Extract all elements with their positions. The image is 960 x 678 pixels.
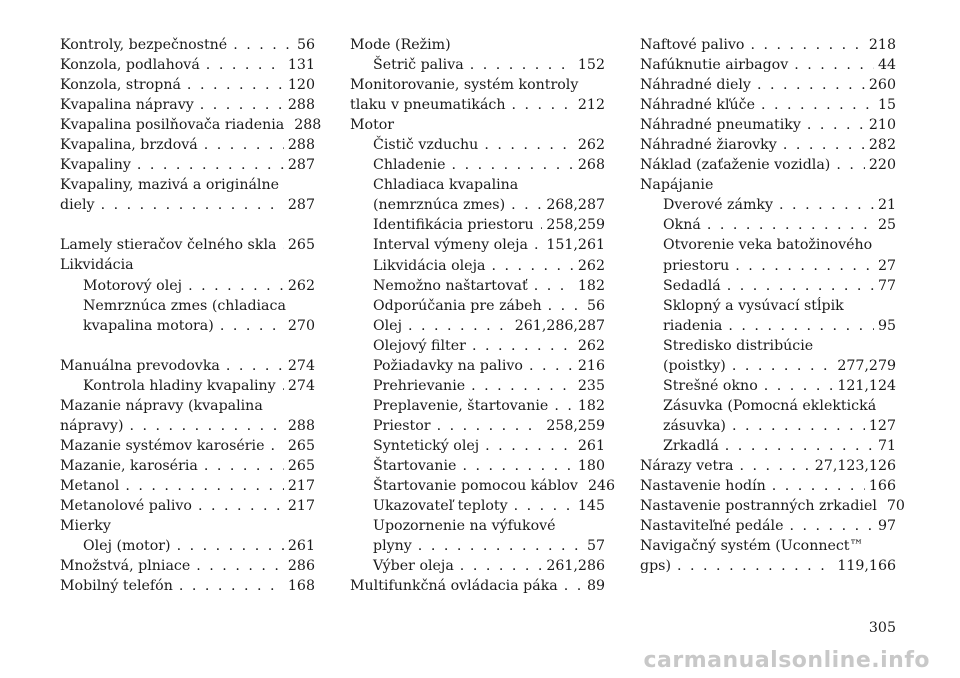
entry-text: Mazanie systémov karosérie — [60, 437, 265, 454]
entry-text: Naftové palivo — [640, 37, 745, 53]
index-entry — [640, 476, 896, 496]
index-entry — [640, 456, 896, 476]
entry-text: (nemrznúca zmes) — [373, 197, 506, 214]
entry-text: Motorový olej — [83, 277, 183, 294]
entry-text: Lamely stieračov čelného skla — [60, 237, 277, 254]
page-reference: 277,279 — [837, 357, 896, 374]
page-reference: 261 — [287, 538, 315, 555]
page-reference: 274 — [287, 377, 315, 394]
entry-text: Mazanie, karoséria — [60, 457, 198, 474]
index-subentry — [350, 135, 605, 155]
page-reference: 25 — [877, 217, 896, 234]
entry-text: Olej — [373, 317, 402, 334]
page-reference: 21 — [877, 197, 896, 214]
page-reference: 287 — [287, 157, 315, 174]
dot-leader — [836, 155, 865, 175]
entry-text: Konzola, podlahová — [60, 57, 200, 74]
entry-text: Kvapaliny — [60, 157, 131, 174]
dot-leader — [282, 376, 284, 396]
page-reference: 151,261 — [546, 237, 605, 254]
dot-leader — [511, 195, 542, 215]
entry-text: Náhradné diely — [640, 77, 751, 94]
entry-text: zásuvka) — [663, 417, 726, 434]
entry-text: Mierky — [60, 518, 111, 535]
entry-text: Mode (Režim) — [350, 37, 451, 53]
index-entry — [60, 356, 315, 376]
dot-leader — [732, 356, 834, 376]
dot-leader — [783, 135, 865, 155]
entry-text: Metanol — [60, 477, 120, 494]
index-entry — [60, 55, 315, 75]
index-subentry — [350, 316, 605, 336]
dot-leader — [564, 576, 583, 596]
index-column-3 — [640, 35, 905, 576]
page-reference: 288 — [287, 97, 315, 114]
dot-leader — [206, 55, 284, 75]
entry-text: Náhradné kľúče — [640, 97, 755, 114]
entry-text: Chladenie — [373, 157, 446, 174]
entry-text: Náhradné žiarovky — [640, 137, 777, 154]
dot-leader — [484, 135, 574, 155]
entry-text: Štartovanie pomocou káblov — [373, 478, 578, 495]
entry-text: Nárazy vetra — [640, 457, 734, 474]
index-gap — [60, 336, 315, 356]
dot-leader — [534, 235, 542, 255]
dot-leader — [677, 556, 833, 576]
dot-leader — [725, 436, 874, 456]
page-reference: 70 — [886, 498, 905, 515]
index-heading — [60, 175, 315, 195]
dot-leader — [471, 376, 574, 396]
entry-text: Olej (motor) — [83, 538, 171, 555]
index-entry — [640, 516, 896, 536]
entry-text: Zásuvka (Pomocná eklektická — [663, 397, 877, 414]
entry-text: Kvapalina posilňovača riadenia — [60, 117, 285, 134]
page-reference: 235 — [577, 377, 605, 394]
index-heading — [640, 336, 896, 356]
index-entry — [60, 35, 315, 55]
entry-text: Nafúknutie airbagov — [640, 57, 789, 74]
index-subentry — [350, 296, 605, 316]
page-reference: 120 — [287, 77, 315, 94]
index-subentry — [350, 195, 605, 215]
entry-text: Šetrič paliva — [373, 57, 464, 74]
dot-leader — [196, 556, 284, 576]
index-subentry — [350, 436, 605, 456]
page-reference: 260 — [868, 77, 896, 94]
dot-leader — [491, 256, 573, 276]
index-subentry — [640, 276, 896, 296]
entry-text: Kvapalina nápravy — [60, 97, 194, 114]
index-entry — [60, 456, 315, 476]
index-subentry — [350, 256, 605, 276]
entry-text: Náhradné pneumatiky — [640, 117, 801, 134]
page-reference: 210 — [868, 117, 896, 134]
index-entry — [640, 35, 896, 55]
entry-text: Preplavenie, štartovanie — [373, 397, 549, 414]
dot-leader — [750, 35, 864, 55]
index-subentry — [350, 336, 605, 356]
entry-text: (poistky) — [663, 357, 726, 374]
index-subentry — [60, 276, 315, 296]
entry-text: diely — [60, 197, 95, 214]
page-reference: 286 — [287, 558, 315, 575]
index-subentry — [350, 356, 605, 376]
entry-text: plyny — [373, 538, 412, 555]
index-subentry — [350, 536, 605, 556]
index-subentry — [350, 155, 605, 175]
page-reference: 127 — [868, 417, 896, 434]
entry-text: Syntetický olej — [373, 437, 480, 454]
index-entry — [60, 115, 322, 135]
dot-leader — [548, 296, 583, 316]
index-gap — [60, 215, 315, 235]
index-heading — [350, 115, 605, 135]
dot-leader — [764, 376, 834, 396]
entry-text: Mobilný telefón — [60, 578, 173, 595]
dot-leader — [233, 35, 293, 55]
entry-text: Likvidácia — [60, 257, 134, 274]
index-entry — [60, 576, 315, 596]
page-reference: 95 — [877, 317, 896, 334]
dot-leader — [137, 155, 284, 175]
page-reference: 288 — [287, 137, 315, 154]
page-reference: 246 — [587, 478, 616, 495]
dot-leader — [739, 456, 810, 476]
index-entry — [350, 576, 605, 596]
entry-text: Interval výmeny oleja — [373, 237, 529, 254]
entry-text: Kontroly, bezpečnostné — [60, 37, 228, 53]
entry-text: Chladiaca kvapalina — [373, 177, 519, 194]
index-entry — [60, 436, 315, 456]
page-reference: 287 — [287, 197, 315, 214]
entry-text: Dverové zámky — [663, 197, 774, 214]
entry-text: Nastavenie hodín — [640, 478, 766, 495]
entry-text: Mazanie nápravy (kvapalina — [60, 397, 263, 414]
dot-leader — [728, 316, 874, 336]
entry-text: Kvapalina, brzdová — [60, 137, 198, 154]
index-heading — [640, 536, 896, 556]
index-subentry — [350, 496, 605, 516]
index-subentry — [350, 235, 605, 255]
index-heading — [640, 175, 896, 195]
entry-text: Otvorenie veka batožinového — [663, 237, 873, 254]
entry-text: priestoru — [663, 257, 730, 274]
dot-leader — [772, 476, 865, 496]
dot-leader — [125, 476, 284, 496]
entry-text: Čistič vzduchu — [373, 137, 479, 154]
entry-text: nápravy) — [60, 417, 124, 434]
index-entry — [350, 95, 605, 115]
dot-leader — [779, 195, 874, 215]
entry-text: Motor — [350, 117, 395, 134]
dot-leader — [512, 95, 574, 115]
index-heading — [640, 296, 896, 316]
page-reference: 97 — [877, 518, 896, 535]
page-reference: 217 — [287, 477, 315, 494]
page-reference: 57 — [586, 538, 605, 555]
index-subentry — [60, 316, 315, 336]
entry-text: Olejový filter — [373, 337, 466, 354]
page-reference: 27 — [877, 257, 896, 274]
entry-text: Priestor — [373, 417, 431, 434]
page-reference: 265 — [287, 437, 315, 454]
index-entry — [640, 155, 896, 175]
page-reference: 262 — [577, 337, 605, 354]
entry-text: Štartovanie — [373, 457, 457, 474]
index-subentry — [640, 195, 896, 215]
index-entry — [640, 115, 896, 135]
entry-text: Kontrola hladiny kvapaliny — [83, 377, 276, 394]
page-reference: 71 — [877, 437, 896, 454]
index-subentry — [640, 215, 896, 235]
index-subentry — [60, 536, 315, 556]
dot-leader — [179, 576, 284, 596]
page-reference: 261 — [577, 437, 605, 454]
dot-leader — [707, 215, 874, 235]
index-entry — [640, 496, 905, 516]
index-column-2 — [350, 35, 616, 596]
page-reference: 258,259 — [546, 417, 605, 434]
page-reference: 121,124 — [837, 377, 896, 394]
dot-leader — [462, 456, 573, 476]
index-heading — [350, 175, 605, 195]
index-entry — [640, 556, 896, 576]
index-entry — [60, 496, 315, 516]
index-subentry — [640, 256, 896, 276]
dot-leader — [554, 396, 574, 416]
page-reference: 270 — [287, 317, 315, 334]
page-reference: 89 — [586, 578, 605, 595]
dot-leader — [485, 436, 574, 456]
dot-leader — [204, 135, 284, 155]
page-reference: 15 — [877, 97, 896, 114]
page-reference: 27,123,126 — [814, 457, 896, 474]
index-entry — [640, 75, 896, 95]
dot-leader — [200, 95, 284, 115]
index-heading — [60, 396, 315, 416]
page-reference: 261,286 — [546, 558, 605, 575]
page-reference: 168 — [287, 578, 315, 595]
dot-leader — [437, 416, 543, 436]
dot-leader — [220, 316, 284, 336]
index-entry — [60, 135, 315, 155]
entry-text: kvapalina motora) — [83, 317, 214, 334]
dot-leader — [101, 195, 284, 215]
dot-leader — [270, 436, 283, 456]
index-subentry — [350, 416, 605, 436]
entry-text: Nemožno naštartovať — [373, 277, 528, 294]
entry-text: Nastavenie postranných zrkadiel — [640, 498, 877, 515]
page-reference: 56 — [296, 37, 315, 53]
index-entry — [60, 155, 315, 175]
index-entry — [60, 75, 315, 95]
index-heading — [350, 35, 605, 55]
index-entry — [640, 135, 896, 155]
watermark-text: carmanualsonline.info — [643, 648, 930, 673]
entry-text: Okná — [663, 217, 701, 234]
page-reference: 274 — [287, 357, 315, 374]
page-reference: 288 — [287, 417, 315, 434]
index-heading — [60, 516, 315, 536]
entry-text: Monitorovanie, systém kontroly — [350, 77, 579, 94]
entry-text: Multifunkčná ovládacia páka — [350, 578, 558, 595]
dot-leader — [472, 336, 574, 356]
index-heading — [640, 235, 896, 255]
dot-leader — [790, 516, 874, 536]
index-subentry — [350, 276, 605, 296]
dot-leader — [540, 215, 543, 235]
index-subentry — [640, 416, 896, 436]
entry-text: gps) — [640, 558, 671, 575]
page-reference: 258,259 — [546, 217, 605, 234]
entry-text: Ukazovateľ teploty — [373, 498, 508, 515]
page-reference: 77 — [877, 277, 896, 294]
page-number: 305 — [868, 620, 896, 636]
page-reference: 182 — [577, 277, 605, 294]
dot-leader — [794, 55, 874, 75]
page-reference: 220 — [868, 157, 896, 174]
index-heading — [60, 255, 315, 275]
dot-leader — [187, 75, 284, 95]
page-reference: 131 — [287, 57, 315, 74]
page-reference: 166 — [868, 478, 896, 495]
index-subentry — [350, 215, 605, 235]
entry-text: Navigačný systém (Uconnect™ — [640, 538, 864, 555]
entry-text: Odporúčania pre zábeh — [373, 297, 542, 314]
dot-leader — [408, 316, 511, 336]
page-reference: 218 — [868, 37, 896, 53]
entry-text: Nemrznúca zmes (chladiaca — [83, 297, 286, 314]
dot-leader — [177, 536, 284, 556]
entry-text: Likvidácia oleja — [373, 257, 486, 274]
index-subentry — [350, 556, 605, 576]
entry-text: Náklad (zaťaženie vozidla) — [640, 157, 831, 174]
index-subentry — [640, 316, 896, 336]
page-reference: 261,286,287 — [514, 317, 605, 334]
entry-text: Sedadlá — [663, 277, 721, 294]
page-reference: 180 — [577, 457, 605, 474]
index-subentry — [640, 436, 896, 456]
index-entry — [60, 235, 315, 255]
dot-leader — [452, 155, 574, 175]
dot-leader — [418, 536, 583, 556]
entry-text: Stredisko distribúcie — [663, 337, 814, 354]
dot-leader — [534, 276, 574, 296]
index-entry — [60, 95, 315, 115]
dot-leader — [529, 356, 574, 376]
index-subentry — [640, 356, 896, 376]
dot-leader — [204, 456, 284, 476]
entry-text: Napájanie — [640, 177, 714, 194]
index-subentry — [350, 476, 616, 496]
index-entry — [60, 195, 315, 215]
dot-leader — [188, 276, 284, 296]
page-reference: 145 — [577, 498, 605, 515]
page-reference: 262 — [287, 277, 315, 294]
dot-leader — [226, 356, 284, 376]
index-column-1 — [60, 35, 322, 596]
entry-text: riadenia — [663, 317, 723, 334]
dot-leader — [282, 235, 283, 255]
page-reference: 182 — [577, 397, 605, 414]
page-reference: 268 — [577, 157, 605, 174]
dot-leader — [460, 556, 543, 576]
entry-text: Upozornenie na výfukové — [373, 518, 556, 535]
page-reference: 282 — [868, 137, 896, 154]
index-heading — [640, 396, 896, 416]
page-reference: 268,287 — [546, 197, 605, 214]
page-reference: 262 — [577, 137, 605, 154]
dot-leader — [198, 496, 284, 516]
index-subentry — [350, 55, 605, 75]
index-heading — [350, 516, 605, 536]
entry-text: Konzola, stropná — [60, 77, 181, 94]
index-entry — [60, 556, 315, 576]
dot-leader — [735, 256, 874, 276]
entry-text: Požiadavky na palivo — [373, 357, 523, 374]
page-reference: 44 — [877, 57, 896, 74]
index-heading — [60, 296, 315, 316]
page-reference: 119,166 — [837, 558, 896, 575]
index-subentry — [350, 396, 605, 416]
dot-leader — [757, 75, 865, 95]
page-reference: 56 — [586, 297, 605, 314]
entry-text: Výber oleja — [373, 558, 454, 575]
index-subentry — [350, 456, 605, 476]
dot-leader — [732, 416, 865, 436]
entry-text: Zrkadlá — [663, 437, 719, 454]
index-entry — [640, 55, 896, 75]
entry-text: Metanolové palivo — [60, 497, 192, 514]
page-reference: 288 — [294, 117, 322, 134]
entry-text: Množstvá, plniace — [60, 558, 191, 575]
page-reference: 262 — [577, 257, 605, 274]
dot-leader — [514, 496, 574, 516]
entry-text: Sklopný a vysúvací stĺpik — [663, 297, 844, 314]
entry-text: Manuálna prevodovka — [60, 357, 220, 374]
index-entry — [60, 476, 315, 496]
entry-text: Identifikácia priestoru — [373, 217, 534, 234]
entry-text: tlaku v pneumatikách — [350, 97, 506, 114]
index-subentry — [350, 376, 605, 396]
index-entry — [640, 95, 896, 115]
dot-leader — [761, 95, 874, 115]
page-reference: 217 — [287, 497, 315, 514]
dot-leader — [470, 55, 574, 75]
page-reference: 216 — [577, 357, 605, 374]
page-reference: 212 — [577, 97, 605, 114]
dot-leader — [807, 115, 865, 135]
entry-text: Strešné okno — [663, 377, 758, 394]
dot-leader — [129, 416, 283, 436]
index-entry — [60, 416, 315, 436]
entry-text: Nastaviteľné pedále — [640, 518, 784, 535]
dot-leader — [727, 276, 874, 296]
entry-text: Kvapaliny, mazivá a originálne — [60, 177, 279, 194]
index-subentry — [640, 376, 896, 396]
page-reference: 265 — [287, 237, 315, 254]
page-reference: 152 — [577, 57, 605, 74]
page-reference: 265 — [287, 457, 315, 474]
index-heading — [350, 75, 605, 95]
index-subentry — [60, 376, 315, 396]
entry-text: Prehrievanie — [373, 377, 466, 394]
